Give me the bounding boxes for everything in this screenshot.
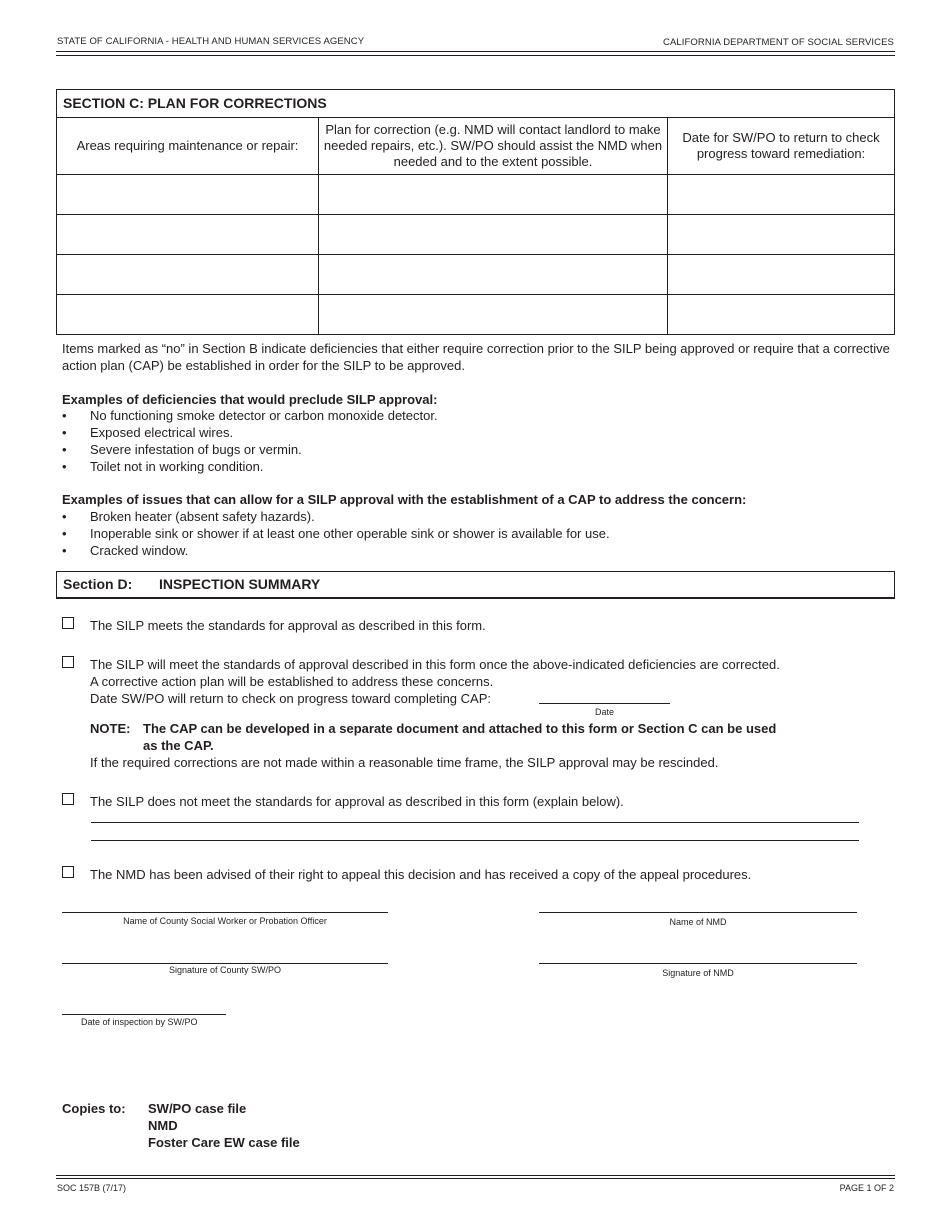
note-text-line1: The CAP can be developed in a separate document and attached to this form or Section C can be used — [143, 721, 777, 736]
nmd-name-caption: Name of NMD — [669, 917, 727, 927]
copy-recipient: SW/PO case file — [148, 1101, 247, 1116]
areas-cell[interactable] — [57, 175, 319, 214]
explanation-line-1[interactable] — [91, 822, 859, 823]
table-row — [57, 215, 894, 255]
header-rule-2 — [56, 55, 895, 56]
preclude-heading: Examples of deficiencies that would preclude SILP approval: — [62, 392, 438, 407]
inspection-date-field[interactable] — [62, 1014, 226, 1015]
table-row — [57, 175, 894, 215]
table-header-row — [57, 118, 894, 175]
date-caption: Date — [594, 707, 614, 717]
inspection-date-caption: Date of inspection by SW/PO — [81, 1017, 198, 1027]
header-rule — [56, 51, 895, 52]
does-not-meet-label: The SILP does not meet the standards for approval as described in this form (explain below). — [90, 794, 624, 809]
list-item: • No functioning smoke detector or carbon monoxide detector. — [62, 407, 438, 424]
footer-rule-2 — [56, 1178, 895, 1179]
meets-standards-checkbox[interactable] — [62, 617, 74, 629]
list-item: • Cracked window. — [62, 542, 610, 559]
plan-cell[interactable] — [319, 175, 668, 214]
plan-cell[interactable] — [319, 215, 668, 254]
form-id: SOC 157B (7/17) — [57, 1183, 127, 1193]
section-d-label: Section D: — [63, 576, 133, 592]
explanation-line-2[interactable] — [91, 840, 859, 841]
copy-recipient: Foster Care EW case file — [148, 1135, 300, 1150]
areas-cell[interactable] — [57, 255, 319, 294]
col-plan-header: Plan for correction (e.g. NMD will contact landlord to make needed repairs, etc.). SW/PO should assist the NMD when needed and to the extent possible. — [319, 118, 668, 174]
col-areas-header: Areas requiring maintenance or repair: — [57, 118, 319, 174]
cap-heading: Examples of issues that can allow for a SILP approval with the establishment of a CAP to address the concern: — [62, 492, 747, 507]
will-meet-standards-checkbox[interactable] — [62, 656, 74, 668]
nmd-signature-field[interactable] — [539, 963, 857, 964]
col-date-header: Date for SW/PO to return to check progress toward remediation: — [682, 130, 880, 161]
date-cell[interactable] — [668, 175, 894, 214]
page-number: PAGE 1 OF 2 — [839, 1183, 894, 1193]
appeal-advised-checkbox[interactable] — [62, 866, 74, 878]
note-text-line2: as the CAP. — [143, 738, 214, 753]
plan-for-corrections-table — [56, 89, 895, 335]
section-d-title: INSPECTION SUMMARY — [159, 576, 321, 592]
list-item: • Exposed electrical wires. — [62, 424, 438, 441]
nmd-name-field[interactable] — [539, 912, 857, 913]
plan-cell[interactable] — [319, 295, 668, 334]
date-cell[interactable] — [668, 295, 894, 334]
rescind-text: If the required corrections are not made within a reasonable time frame, the SILP approval may be rescinded. — [90, 755, 719, 770]
cap-list — [62, 508, 610, 559]
list-item: • Broken heater (absent safety hazards). — [62, 508, 610, 525]
list-item: • Toilet not in working condition. — [62, 458, 438, 475]
table-row — [57, 255, 894, 295]
sw-name-caption: Name of County Social Worker or Probation Officer — [123, 916, 327, 926]
list-item: • Inoperable sink or shower if at least one other operable sink or shower is available for use. — [62, 525, 610, 542]
sw-signature-field[interactable] — [62, 963, 388, 964]
agency-header: STATE OF CALIFORNIA - HEALTH AND HUMAN SERVICES AGENCY — [57, 36, 365, 47]
date-cell[interactable] — [668, 215, 894, 254]
list-item: • Severe infestation of bugs or vermin. — [62, 441, 438, 458]
table-row — [57, 295, 894, 334]
copies-label: Copies to: — [62, 1101, 126, 1116]
meets-standards-label: The SILP meets the standards for approval as described in this form. — [90, 618, 486, 633]
cap-return-date-field[interactable] — [539, 703, 670, 704]
plan-cell[interactable] — [319, 255, 668, 294]
date-cell[interactable] — [668, 255, 894, 294]
areas-cell[interactable] — [57, 295, 319, 334]
department-header: CALIFORNIA DEPARTMENT OF SOCIAL SERVICES — [663, 37, 894, 48]
section-c-title: SECTION C: PLAN FOR CORRECTIONS — [57, 90, 894, 118]
will-meet-line1: The SILP will meet the standards of approval described in this form once the above-indicated deficiencies are corrected. — [90, 657, 780, 672]
will-meet-line2: A corrective action plan will be established to address these concerns. — [90, 674, 494, 689]
will-meet-line3: Date SW/PO will return to check on progress toward completing CAP: — [90, 691, 491, 706]
section-b-note: Items marked as “no” in Section B indicate deficiencies that either require correction prior to the SILP being approved or require that a corrective action plan (CAP) be established in order for the SILP to be approved. — [62, 341, 890, 373]
does-not-meet-checkbox[interactable] — [62, 793, 74, 805]
nmd-signature-caption: Signature of NMD — [662, 968, 734, 978]
note-label: NOTE: — [90, 721, 131, 736]
copy-recipient: NMD — [148, 1118, 178, 1133]
footer-rule — [56, 1175, 895, 1176]
preclude-list — [62, 407, 438, 475]
appeal-advised-label: The NMD has been advised of their right to appeal this decision and has received a copy of the appeal procedures. — [90, 867, 752, 882]
areas-cell[interactable] — [57, 215, 319, 254]
sw-signature-caption: Signature of County SW/PO — [168, 965, 282, 975]
section-d-header — [56, 571, 895, 599]
sw-name-field[interactable] — [62, 912, 388, 913]
